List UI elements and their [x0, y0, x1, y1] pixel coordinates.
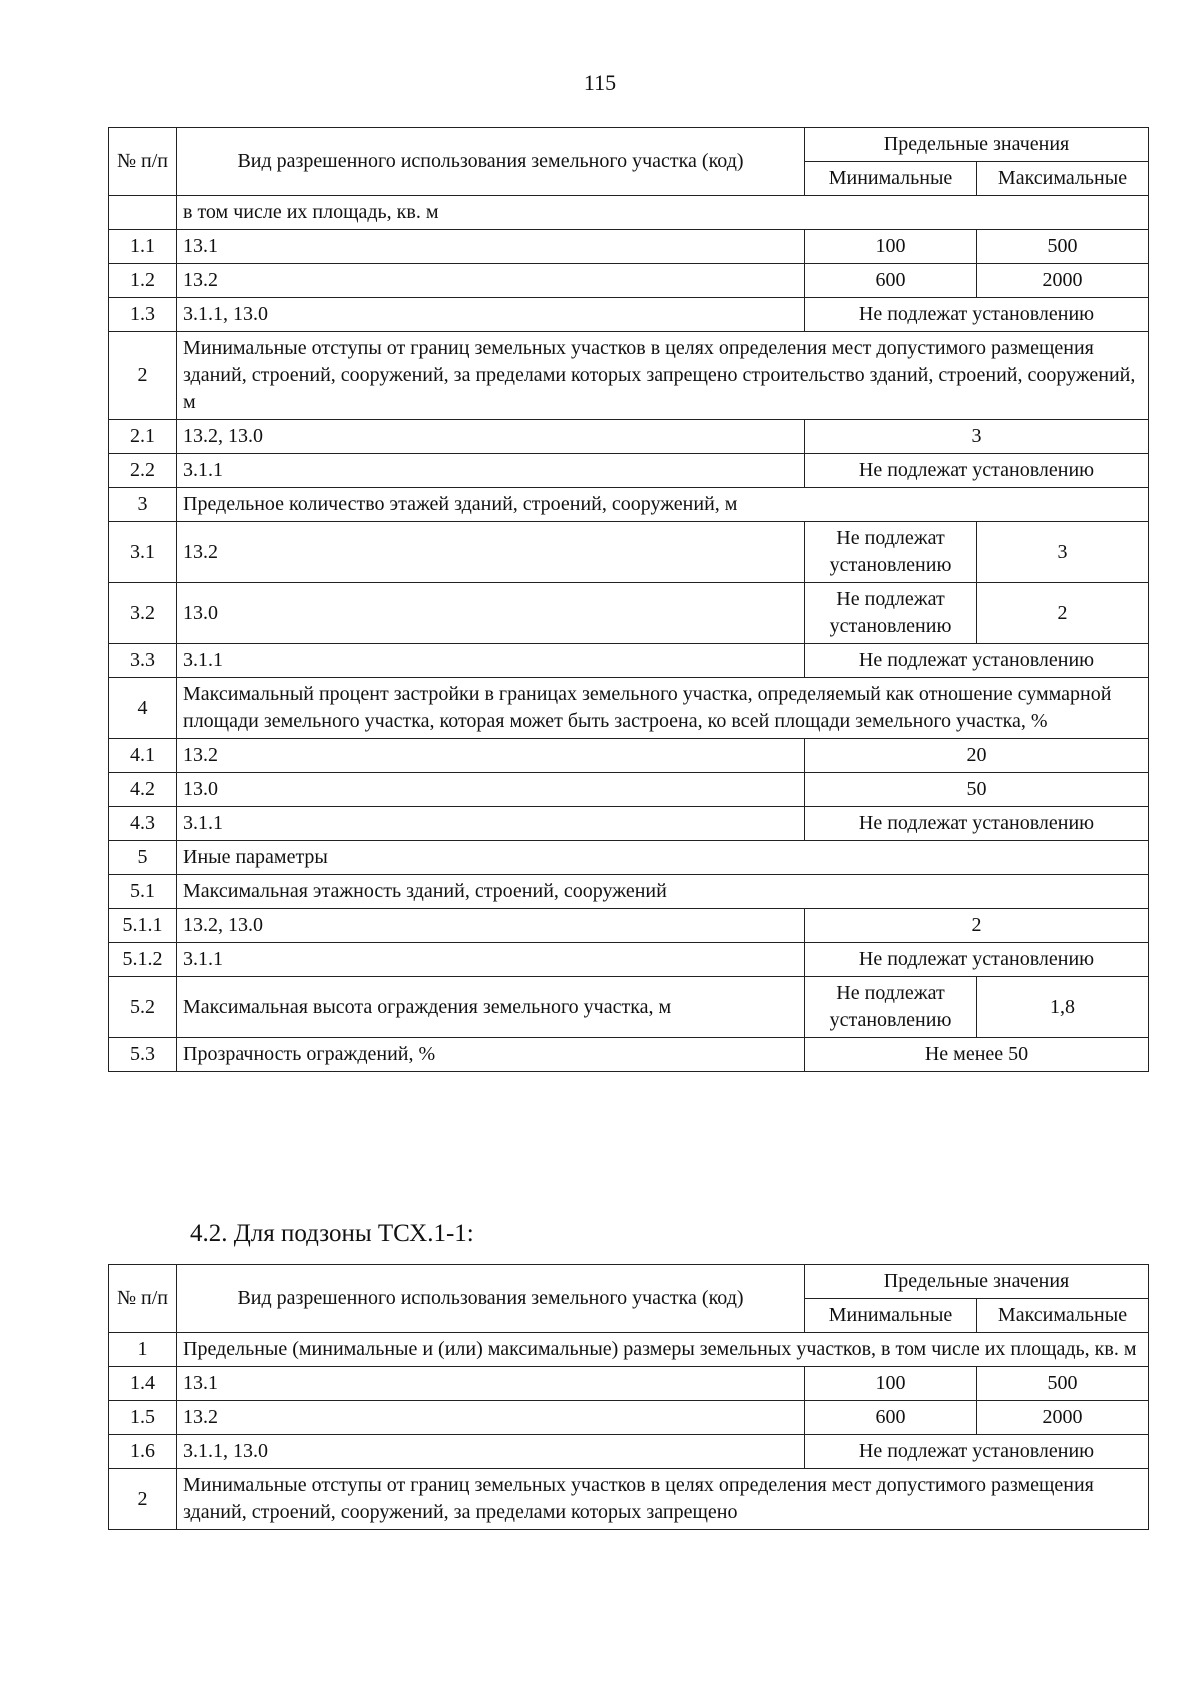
row-number: 3.1 [109, 522, 177, 583]
row-min: 600 [805, 1401, 977, 1435]
row-label: Минимальные отступы от границ земельных участков в целях определения мест допустимого размещения зданий, строений, сооружений, за пределами которых запрещено строительство зданий, строений, сооружений, м [177, 332, 1149, 420]
table-row [109, 875, 1149, 909]
table-row [109, 739, 1149, 773]
table-row [109, 1401, 1149, 1435]
row-label: Максимальная этажность зданий, строений, сооружений [177, 875, 1149, 909]
page-number: 115 [583, 70, 617, 95]
row-max: 500 [977, 230, 1149, 264]
header-number: № п/п [109, 1265, 177, 1333]
section-heading: 4.2. Для подзоны ТСХ.1-1: [190, 1220, 474, 1247]
row-number: 1 [109, 1333, 177, 1367]
row-code: 13.0 [177, 583, 805, 644]
row-code: 13.2, 13.0 [177, 909, 805, 943]
row-max: 2000 [977, 264, 1149, 298]
table-row [109, 841, 1149, 875]
table-row [109, 644, 1149, 678]
row-number: 4.1 [109, 739, 177, 773]
table-row [109, 298, 1149, 332]
table-row [109, 230, 1149, 264]
table-row [109, 1367, 1149, 1401]
row-number: 5.1.2 [109, 943, 177, 977]
row-code: 13.1 [177, 1367, 805, 1401]
row-number: 2.2 [109, 454, 177, 488]
row-code: Прозрачность ограждений, % [177, 1038, 805, 1072]
row-label: Иные параметры [177, 841, 1149, 875]
table-row [109, 583, 1149, 644]
row-min: 600 [805, 264, 977, 298]
row-code: 13.2 [177, 739, 805, 773]
row-number: 4 [109, 678, 177, 739]
row-number: 5 [109, 841, 177, 875]
table-row [109, 522, 1149, 583]
table-1-body [109, 196, 1149, 1072]
table-row [109, 1435, 1149, 1469]
row-code: 13.0 [177, 773, 805, 807]
row-number: 5.2 [109, 977, 177, 1038]
row-max: 500 [977, 1367, 1149, 1401]
row-number [109, 196, 177, 230]
row-min: Не подлежат установлению [805, 522, 977, 583]
row-value: Не подлежат установлению [805, 943, 1149, 977]
table-row [109, 909, 1149, 943]
table-row [109, 196, 1149, 230]
row-number: 5.3 [109, 1038, 177, 1072]
header-number: № п/п [109, 128, 177, 196]
row-min: 100 [805, 230, 977, 264]
row-label: Максимальный процент застройки в границах земельного участка, определяемый как отношение суммарной площади земельного участка, которая может быть застроена, ко всей площади земельного участка, % [177, 678, 1149, 739]
row-number: 1.3 [109, 298, 177, 332]
header-limit-values: Предельные значения [805, 128, 1149, 162]
table-row [109, 807, 1149, 841]
row-number: 3.2 [109, 583, 177, 644]
row-code: 3.1.1 [177, 644, 805, 678]
row-code: 3.1.1 [177, 454, 805, 488]
header-permitted-use: Вид разрешенного использования земельного участка (код) [177, 1265, 805, 1333]
row-value: 50 [805, 773, 1149, 807]
table-row [109, 773, 1149, 807]
row-code: 13.2 [177, 522, 805, 583]
row-min: Не подлежат установлению [805, 977, 977, 1038]
row-min: Не подлежат установлению [805, 583, 977, 644]
row-max: 1,8 [977, 977, 1149, 1038]
table-row [109, 977, 1149, 1038]
row-code: Максимальная высота ограждения земельного участка, м [177, 977, 805, 1038]
header-maximum: Максимальные [977, 162, 1149, 196]
header-minimum: Минимальные [805, 162, 977, 196]
row-label: Предельные (минимальные и (или) максимальные) размеры земельных участков, в том числе их площадь, кв. м [177, 1333, 1149, 1367]
row-value: 3 [805, 420, 1149, 454]
table-row [109, 264, 1149, 298]
row-value: 20 [805, 739, 1149, 773]
table-row [109, 332, 1149, 420]
row-max: 2000 [977, 1401, 1149, 1435]
row-code: 13.2 [177, 1401, 805, 1435]
row-value: Не подлежат установлению [805, 298, 1149, 332]
row-number: 2 [109, 1469, 177, 1530]
row-code: 3.1.1 [177, 943, 805, 977]
row-code: 3.1.1, 13.0 [177, 1435, 805, 1469]
row-value: Не менее 50 [805, 1038, 1149, 1072]
row-number: 2.1 [109, 420, 177, 454]
table-row [109, 678, 1149, 739]
row-number: 1.2 [109, 264, 177, 298]
table-row [109, 1469, 1149, 1530]
row-label: Предельное количество этажей зданий, строений, сооружений, м [177, 488, 1149, 522]
row-number: 4.3 [109, 807, 177, 841]
header-limit-values: Предельные значения [805, 1265, 1149, 1299]
regulations-table-2 [108, 1264, 1149, 1530]
table-row [109, 488, 1149, 522]
row-max: 2 [977, 583, 1149, 644]
row-max: 3 [977, 522, 1149, 583]
row-code: 3.1.1, 13.0 [177, 298, 805, 332]
row-value: 2 [805, 909, 1149, 943]
row-number: 4.2 [109, 773, 177, 807]
table-row [109, 454, 1149, 488]
header-permitted-use: Вид разрешенного использования земельного участка (код) [177, 128, 805, 196]
row-min: 100 [805, 1367, 977, 1401]
row-number: 2 [109, 332, 177, 420]
header-maximum: Максимальные [977, 1299, 1149, 1333]
row-label: в том числе их площадь, кв. м [177, 196, 1149, 230]
table-row [109, 1038, 1149, 1072]
header-minimum: Минимальные [805, 1299, 977, 1333]
table-row [109, 943, 1149, 977]
row-code: 13.2 [177, 264, 805, 298]
row-number: 3 [109, 488, 177, 522]
row-value: Не подлежат установлению [805, 1435, 1149, 1469]
regulations-table-1 [108, 127, 1149, 1072]
row-value: Не подлежат установлению [805, 454, 1149, 488]
row-code: 13.2, 13.0 [177, 420, 805, 454]
row-number: 5.1.1 [109, 909, 177, 943]
row-code: 3.1.1 [177, 807, 805, 841]
row-value: Не подлежат установлению [805, 644, 1149, 678]
table-2-body [109, 1333, 1149, 1530]
table-row [109, 1333, 1149, 1367]
row-number: 1.4 [109, 1367, 177, 1401]
row-number: 1.6 [109, 1435, 177, 1469]
row-number: 3.3 [109, 644, 177, 678]
row-code: 13.1 [177, 230, 805, 264]
row-label: Минимальные отступы от границ земельных участков в целях определения мест допустимого размещения зданий, строений, сооружений, за пределами которых запрещено [177, 1469, 1149, 1530]
row-number: 1.5 [109, 1401, 177, 1435]
row-value: Не подлежат установлению [805, 807, 1149, 841]
row-number: 1.1 [109, 230, 177, 264]
table-row [109, 420, 1149, 454]
row-number: 5.1 [109, 875, 177, 909]
